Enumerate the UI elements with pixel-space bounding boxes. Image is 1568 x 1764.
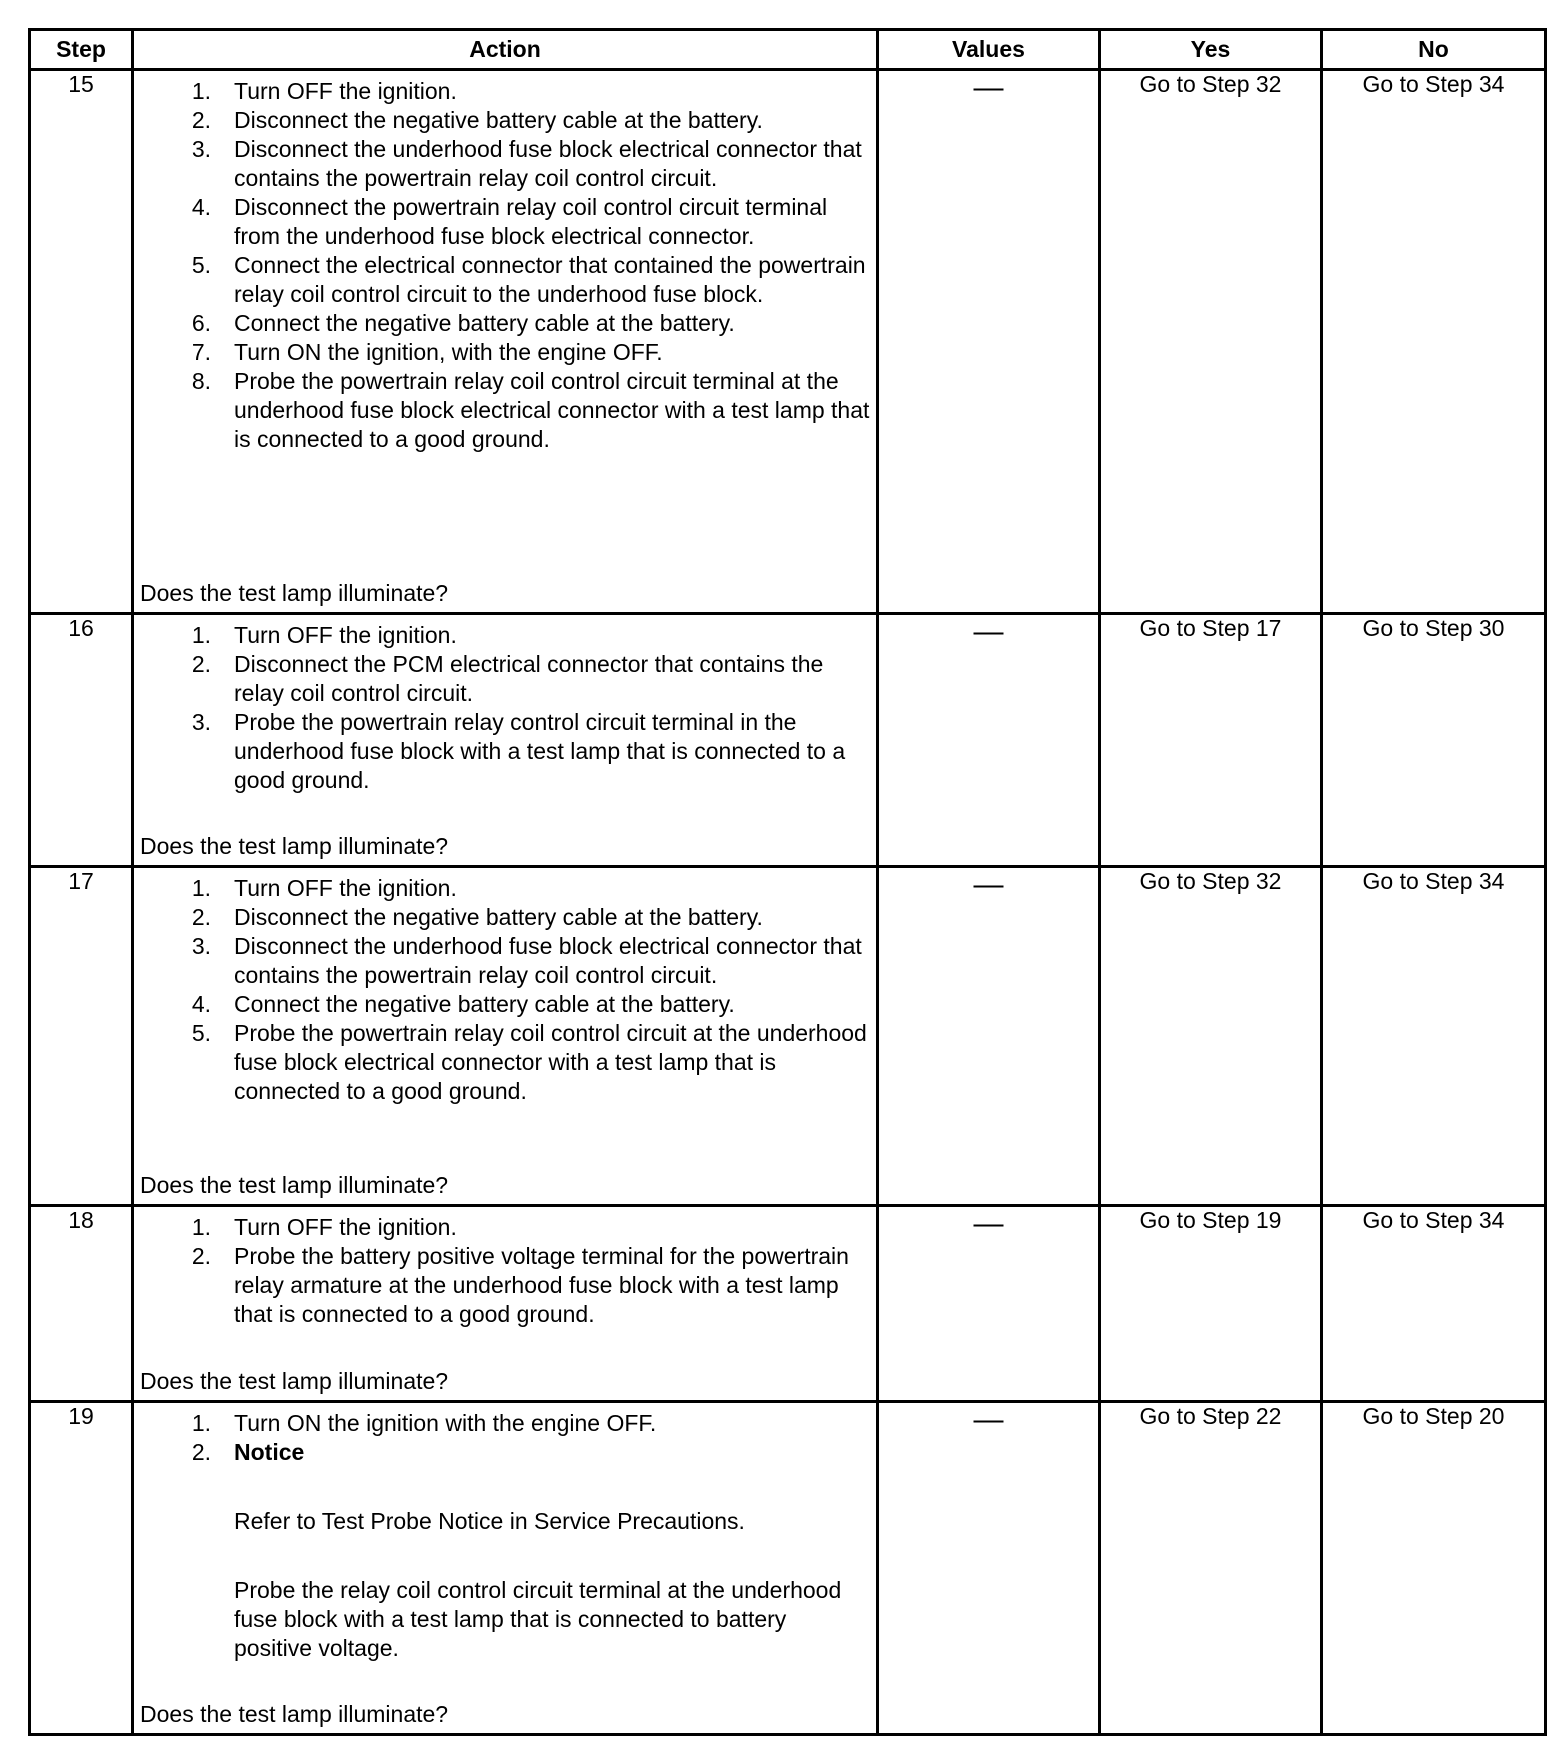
diagnostic-table — [28, 28, 1547, 1736]
list-item: 2. Disconnect the PCM electrical connector that contains the relay coil control circuit. — [191, 651, 824, 706]
list-item: 5. Connect the electrical connector that contained the powertrain relay coil control circuit to the underhood fuse block. — [191, 252, 866, 307]
step-number: 19 — [30, 1402, 133, 1735]
list-item: 3. Probe the powertrain relay control circuit terminal in the underhood fuse block with a test lamp that is connected to a good ground. — [191, 709, 846, 793]
yes-cell: Go to Step 32 — [1100, 867, 1322, 1206]
list-item: 4. Disconnect the powertrain relay coil control circuit terminal from the underhood fuse block electrical connector. — [191, 194, 828, 249]
step-number: 16 — [30, 614, 133, 867]
probe-text: Probe the relay coil control circuit terminal at the underhood fuse block with a test lamp that is connected to battery positive voltage. — [234, 1577, 842, 1661]
yes-cell: Go to Step 19 — [1100, 1206, 1322, 1402]
header-action: Action — [133, 30, 878, 70]
list-item: 6. Connect the negative battery cable at the battery. — [191, 310, 735, 336]
action-cell — [133, 1206, 878, 1402]
action-steps — [134, 1403, 876, 1663]
list-item: 2. Disconnect the negative battery cable at the battery. — [191, 904, 763, 930]
question-text: Does the test lamp illuminate? — [140, 1172, 449, 1198]
action-steps — [134, 1207, 876, 1329]
no-cell: Go to Step 34 — [1322, 1206, 1546, 1402]
list-item: 7. Turn ON the ignition, with the engine OFF. — [191, 339, 663, 365]
list-item: 1. Turn OFF the ignition. — [191, 78, 457, 104]
values-cell: — — [878, 70, 1100, 614]
table-row — [30, 1206, 1546, 1402]
step-number: 17 — [30, 867, 133, 1206]
list-item: 1. Turn OFF the ignition. — [191, 1214, 457, 1240]
header-step: Step — [30, 30, 133, 70]
action-cell — [133, 70, 878, 614]
no-cell: Go to Step 20 — [1322, 1402, 1546, 1735]
yes-cell: Go to Step 32 — [1100, 70, 1322, 614]
header-row — [30, 30, 1546, 70]
notice-title: Notice — [234, 1439, 305, 1465]
action-cell — [133, 1402, 878, 1735]
question-text: Does the test lamp illuminate? — [140, 833, 449, 859]
no-cell: Go to Step 34 — [1322, 70, 1546, 614]
no-cell: Go to Step 34 — [1322, 867, 1546, 1206]
table-row — [30, 614, 1546, 867]
table-row — [30, 70, 1546, 614]
list-item: 8. Probe the powertrain relay coil control circuit terminal at the underhood fuse block electrical connector with a test lamp that is connected to a good ground. — [191, 368, 870, 452]
yes-cell: Go to Step 17 — [1100, 614, 1322, 867]
action-cell — [133, 614, 878, 867]
action-steps — [134, 868, 876, 1106]
notice-text: Refer to Test Probe Notice in Service Precautions. — [234, 1508, 745, 1534]
list-item: 1. Turn OFF the ignition. — [191, 622, 457, 648]
step-number: 18 — [30, 1206, 133, 1402]
list-item: 1. Turn ON the ignition with the engine OFF. — [191, 1410, 657, 1436]
values-cell: — — [878, 1402, 1100, 1735]
action-steps — [134, 615, 876, 795]
values-cell: — — [878, 1206, 1100, 1402]
list-item: 2. Probe the battery positive voltage terminal for the powertrain relay armature at the underhood fuse block with a test lamp that is connected to a good ground. — [191, 1243, 849, 1327]
list-item: 3. Disconnect the underhood fuse block electrical connector that contains the powertrain relay coil control circuit. — [191, 136, 862, 191]
list-item: 2. Disconnect the negative battery cable at the battery. — [191, 107, 763, 133]
list-item: 2. Notice Refer to Test Probe Notice in Service Precautions. Probe the relay coil control circuit terminal at the underhood fuse block with a test lamp that is connected to battery positive voltage. — [134, 1438, 870, 1663]
list-item: 4. Connect the negative battery cable at the battery. — [191, 991, 735, 1017]
values-cell: — — [878, 867, 1100, 1206]
list-item: 5. Probe the powertrain relay coil control circuit at the underhood fuse block electrical connector with a test lamp that is connected to a good ground. — [191, 1020, 867, 1104]
question-text: Does the test lamp illuminate? — [140, 580, 449, 606]
list-item: 1. Turn OFF the ignition. — [191, 875, 457, 901]
table-row — [30, 1402, 1546, 1735]
header-no: No — [1322, 30, 1546, 70]
action-steps — [134, 71, 876, 454]
header-yes: Yes — [1100, 30, 1322, 70]
values-cell: — — [878, 614, 1100, 867]
table-row — [30, 867, 1546, 1206]
yes-cell: Go to Step 22 — [1100, 1402, 1322, 1735]
no-cell: Go to Step 30 — [1322, 614, 1546, 867]
header-values: Values — [878, 30, 1100, 70]
question-text: Does the test lamp illuminate? — [140, 1701, 449, 1727]
action-cell — [133, 867, 878, 1206]
list-item: 3. Disconnect the underhood fuse block electrical connector that contains the powertrain relay coil control circuit. — [191, 933, 862, 988]
step-number: 15 — [30, 70, 133, 614]
question-text: Does the test lamp illuminate? — [140, 1368, 449, 1394]
